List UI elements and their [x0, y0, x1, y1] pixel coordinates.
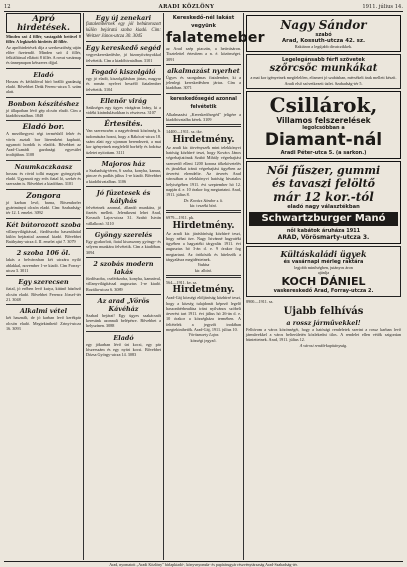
- ad-text: ajánlja: [317, 270, 330, 276]
- ad-koch: [246, 246, 401, 298]
- ad-address: vaskereskedő Arad, Forray-utcza 2.: [273, 288, 374, 295]
- page-number: 12: [4, 3, 11, 10]
- page-footer: Arad, nyomatott „Aradi Közlöny" hírlapkiadó-, könyvnyomda- és papírárugyár részvénytársaság Arad-Szabadság-tér.: [4, 561, 403, 567]
- ad-header: Kereskedő-nél lakást vegyünk: [172, 15, 235, 29]
- ad-title: Eladó: [33, 70, 54, 79]
- ad-title: Alkalmi vétel: [19, 307, 68, 316]
- notice-number: 8900—1911. sz.: [246, 299, 274, 305]
- ad-title: Jó füzetesek és kályhás: [96, 188, 151, 205]
- ad-price: már 12 kor.-tól: [273, 189, 374, 204]
- ad-text: fürdőszoba, cselédszoba, konyha, kamrával, villanyvilágítással augusztus 1-re kiadó. Rozália-utcza 6. 3089: [86, 275, 161, 292]
- notice-signature: A városi rendőrkapitányság.: [299, 342, 348, 348]
- ad-brand: Schwartzburger Manó: [249, 212, 398, 226]
- ad-title: Gyöngy szerelés: [94, 231, 153, 240]
- ad-title: Majoros ház: [101, 159, 146, 168]
- notice-title: Ujabb felhívás: [283, 305, 364, 317]
- ad-text: Egy gyakorlott, fiatal kisasszony gyöngy- és selyem munkára felvétetik. Cím a kiadóban. 3094: [86, 239, 161, 255]
- notice-title: Hirdetmény.: [172, 285, 235, 296]
- ad-text: Hosszu és kéthálóval bíró beálló gazdaság eladó. Bővebbet Deák Ferenc-utcza 5. szám alatt.: [6, 78, 81, 95]
- ad-title: kereskedősegéd azonnal felvétetik: [170, 96, 237, 110]
- ad-text: Alkalmazást „Kereskedősegéd" jeligére a kiadóhivatalba kérek. 3109: [166, 111, 241, 123]
- ad-title: Eladó: [113, 333, 134, 342]
- ad-title: alkalmazást nyerhet: [167, 66, 240, 75]
- ad-title: Zongora: [26, 190, 61, 200]
- ad-chandeliers: [246, 91, 401, 159]
- columns: [4, 13, 403, 560]
- ad-text: az Arad szép piaczán, a hetivásáron. Tisztelettel értesítem a n. é. közönséget. 3091: [166, 46, 241, 62]
- ad-title: Bonbon készítéshez: [7, 99, 80, 108]
- ads-rules: Az apróhirdetések díja a szerkesztőség utján előre fizetendő. Minden szó 4 fillér, felkiáltással ellátott 8 fillér. A rovat vasárnap és ünnepnapon kétszeres díjjal.: [6, 44, 82, 66]
- ad-text: egy jó eladó, kiszolgálásban jártas, magyar és román nyelvet beszélő fiatalember felvétetik. 3104: [86, 75, 161, 92]
- paper-name: ARADI KÖZLÖNY: [158, 3, 215, 10]
- ad-title: Egy szerecsen: [18, 278, 69, 287]
- ad-address: Aradi Péter-utca 5. (a sarkon.): [280, 149, 367, 156]
- ad-text: a mai kor igényeinek megfelelően, elismert jó szabásban, mérsékelt árak mellett készít. Aradi első szövetkezeti üzlet. Szabadság-tér 5.: [250, 75, 397, 86]
- ad-title: Egy kereskedő segéd: [86, 44, 161, 53]
- ad-text: Van szerencsém a nagyérdemü közönség b. tudomására hozni, hogy a Rákóczi-utcza 18. szám alatt egy ujonnan berendezett, a mai kor igényeinek megfelelő borbély és fodrász üzletet nyitottam. 3111: [86, 128, 161, 155]
- ad-title: 2 szoba 106 öl.: [16, 249, 71, 258]
- notice-title: Hirdetmény.: [172, 134, 235, 145]
- notice-number: 6979—1911. pk.: [166, 215, 195, 221]
- ad-ladies-coats: [246, 161, 401, 244]
- advertiser-address: Arad, Kossuth-utcza 42. sz.: [281, 38, 366, 44]
- ad-title: Értesítés.: [104, 119, 143, 129]
- ad-text: A mezőhegyesi régi termésből fehér és vörös asztali bor literenként kapható, ugyanott hordók is eladók. Bővebbet az Arad-Csanádi gazdasági egyesület irodájában. 3108: [6, 131, 81, 158]
- ad-headline: Csillárok,: [269, 92, 378, 117]
- ad-tailoring: [246, 54, 401, 89]
- ad-note: Raktáron a legújabb divatczikkek.: [294, 44, 353, 49]
- notice-number: 14400—1911. sz. tkv.: [166, 129, 203, 135]
- ad-subheadline: Villamos felszerelések: [276, 115, 371, 125]
- notice-signature: Vadász: [197, 262, 210, 268]
- ad-text: jó állapotban lévő gép olcsón eladó. Cím a kiadóhivatalban. 1848: [6, 107, 81, 118]
- advertiser-trade: szabó: [315, 32, 332, 38]
- advertiser-name: Nagy Sándor: [280, 18, 367, 32]
- column-2: [84, 13, 164, 560]
- page-header: [4, 2, 403, 12]
- ad-text: hosszu és rövid tollú magyar gyöngytyúk eladó. Ugyanott egy erős fiatal ló, szekér és szerszám is. Bővebbet a kiadóban. 3101: [6, 170, 81, 187]
- notice-text: Arad-Gáj községi elöljáróság közhírré teszi, hogy a község tulajdonát képező legelő haszonbérbeadása iránt nyilvános szóbeli árverést tart 1911. évi július hó 26-án d. e. 10 órakor a községháza termében. A feltételek a jegyzői irodában megtekinthetők. Arad-Gáj, 1911. július 10.: [166, 295, 241, 332]
- ad-text: jó karban levő, barna, Bösendorfer gyártmányú olcsón eladó. Cím: Szabadság-tér 12. I. emelet. 3092: [6, 199, 81, 216]
- ad-text: Ügyes és szorgalmas fiatalember, ki a jelenlegi kereskedésben jártas. Cím a kiadóban. 3071: [166, 74, 241, 91]
- ad-text: felvétetnek azonnal, állandó munkára, jó fizetés mellett. Jelentkezni lehet Arad, Kossuth Lajos-utcza 31. Szabó István vállalkozó. 3110: [86, 204, 161, 226]
- ad-title: 2 szobás modern lakás: [93, 259, 154, 276]
- notice-signature: Dr. Kovács Sándor s. k.: [183, 197, 224, 203]
- issue-date: 1911. július 14.: [362, 3, 403, 10]
- ad-text: lakás a belvárosban két utczára nyiló ablakkal, november 1-re kiadó. Cím Forray-utcza 3. 3011: [6, 257, 81, 274]
- ad-text: két használt, de jó karban levő kerékpár olcsón eladó. Megtekinthető Zrinyi-utcza 16. 3093: [6, 315, 81, 331]
- ad-nagy-sandor: [246, 15, 401, 52]
- notice-subtitle: a rossz járművekkel!: [286, 318, 361, 327]
- ad-title: Ellenőr virág: [100, 96, 147, 105]
- section-title: Apró hirdetések.: [6, 13, 81, 33]
- ad-title: Fogadó kiszolgáló: [91, 67, 156, 76]
- notice-title: Hirdetmény.: [172, 220, 235, 231]
- ad-title: Két bútorozott szoba: [6, 220, 81, 229]
- notice-signature-role: községi jegyző.: [190, 337, 217, 343]
- notice-text: Az aradi kir. törvényszék mint telekkönyvi hatóság közhírré teszi, hogy Kovács János végrehajtatónak Szabó Mihály végrehajtást szenvedő elleni 1200 korona tőkekövetelés és járulékai iránti végrehajtási ügyében az árverést elrendelte. Az árverés Arad városában a telekkönyvi hatóság hivatalos helyiségében 1911. évi szeptember hó 12. napján d. e. 10 órakor fog megtartatni. Arad, 1911. július 8.: [166, 144, 241, 198]
- ad-headline: Kültáskaládi ügyek: [280, 248, 367, 259]
- notice-signature: Vörösmarty Lajos: [188, 332, 219, 338]
- ad-text: fiatal, jó erőben levő kutya, kitünő házőrző olcsón eladó. Bővebbet Ferencz József-tér 21. 3048: [6, 286, 81, 302]
- brand-name: falatemeber: [166, 30, 265, 46]
- ad-title: Egy új zenekari: [95, 14, 152, 22]
- ad-address: ARAD, Vörösmarty-utcza 3.: [277, 233, 370, 241]
- ad-brand: Diamant-nál: [264, 129, 383, 150]
- notice-text: Az aradi kir. járásbíróság közhírré teszi, hogy néhai özv. Nagy Istvánné hagyatéki ügyében a hagyatéki tárgyalás 1911. évi augusztus hó 3-án d. e. 9 órakor fog megtartani. Az örökösök és hitelezők a tárgyalásra megidéztetnek.: [166, 230, 241, 263]
- ad-text: villanyvilágítással, fürdőszoba használattal külön bejárattal azonnal kiadó. Bővebbet Batthyány-utcza 4. II. emelet ajtó 7. 3079: [6, 228, 81, 245]
- ad-heading: Legelegánsabb férfi szövetek: [282, 57, 365, 64]
- notice-number: 564—1911. kv. sz.: [166, 279, 198, 285]
- notice-signature-role: kir. tvszéki bíró.: [189, 202, 218, 208]
- ad-brand: KOCH DÁNIEL: [281, 275, 366, 289]
- ad-text: egy jókarban lévő úri kocsi, egy pár lószerszám és egy nyári kocsi. Bővebbet Dózsa György-utcza 14. 3083: [86, 341, 161, 358]
- ad-text: vegyeskereskedésbe, jó bizonyítványokkal felvétetik. Cím a kiadóhivatalban. 3101: [86, 52, 161, 63]
- ad-text: legjobb minőségben, jutányos áron: [294, 264, 353, 270]
- column-1: [4, 13, 84, 560]
- ad-subtext: és vasárnapi mérleg raktára: [283, 258, 364, 265]
- ad-title: Az arad „Vörös Kávéház: [97, 296, 150, 313]
- notice-signature-role: kir. albíró.: [194, 267, 213, 273]
- ad-title: Eladó bor.: [22, 122, 65, 132]
- ad-subtext: női kabátok áruháza 1911: [286, 227, 361, 234]
- ad-big-text: szőrcsőc munkákat: [269, 63, 378, 75]
- ad-text: Szükséges egy ügyes virágárus leány, ki a vidéki kirándulásokban is résztvesz. 3107: [86, 104, 161, 116]
- ad-subtext: eladó nagy választékban: [287, 203, 360, 210]
- ad-title: Naumkaczkaasz: [14, 162, 73, 171]
- ad-headline: és tavaszi felöltő: [271, 176, 376, 190]
- ads-intro: Minden szó 4 fillér, vastagabb betűvel 8 fillér. A legkisebb hirdetés 40 fillér.: [6, 34, 81, 45]
- ad-subheadline: legolcsóbban a: [302, 124, 345, 131]
- notice-text: Felhívom a város közönségét, hogy a hatósági rendeletek szerint a rossz karban levő járművekkel a város belterületén közlekedni tilos. A rendelet ellen vétők szigorúan büntettetnek. Arad, 1911. július 12.: [246, 326, 401, 343]
- ad-text: Szabad bejárat! Egy ügyes szakácsnőt keresünk azonnali belépésre. Bővebbet a helyszínen. 3088: [86, 312, 161, 329]
- ad-text: a Szabadság-téren, 6 szoba, konyha, kamra, pincze és padlás július 1-re kiadó. Bővebbet a kiadóhivatalban. 3106: [86, 167, 161, 184]
- column-4: [244, 13, 403, 560]
- ad-text: fiatalembernek egy jól bebútorozott külön bejáratú szoba kiadó. Cím: Weitzer János-utcza 30. 3045: [86, 22, 161, 39]
- ad-headline: Női fűszer, gummi: [266, 163, 381, 177]
